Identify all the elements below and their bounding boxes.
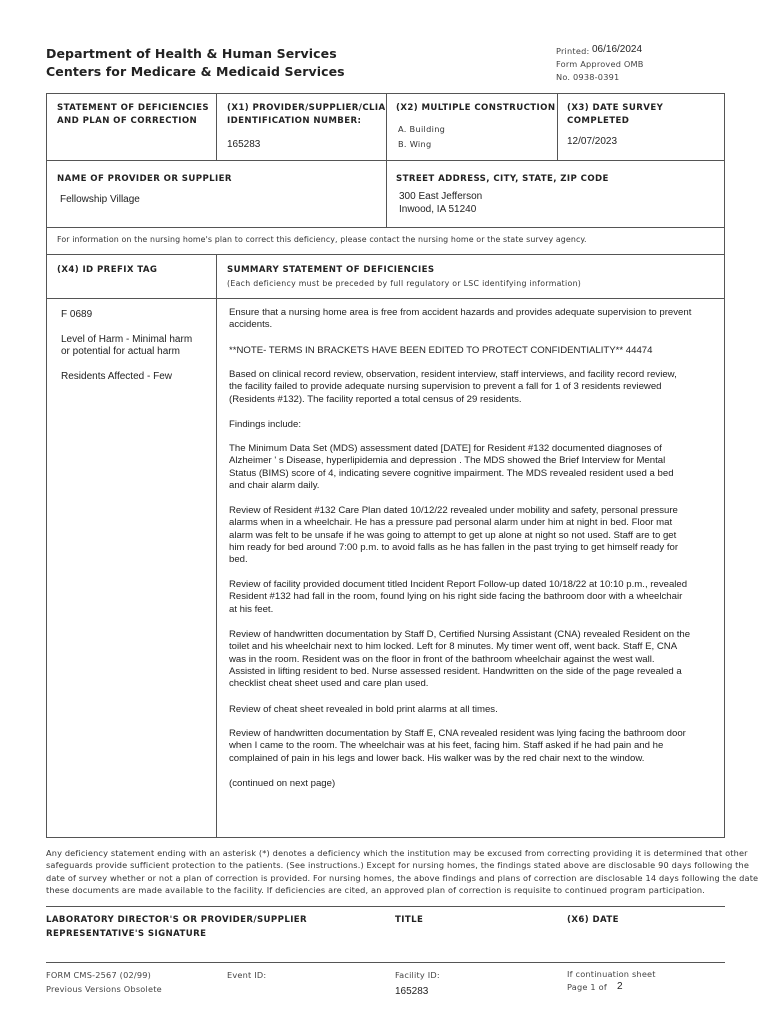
building-label: A. Building	[398, 124, 446, 134]
provider-id-label: (X1) PROVIDER/SUPPLIER/CLIA	[227, 103, 386, 113]
previous-versions: Previous Versions Obsolete	[46, 984, 162, 994]
omb-number: No. 0938-0391	[556, 72, 620, 82]
row1-divider-2	[386, 93, 387, 161]
paragraph-3	[229, 369, 677, 406]
form-approved-label: Form Approved OMB	[556, 59, 644, 69]
level-of-harm-line2: or potential for actual harm	[61, 346, 180, 357]
signature-date-label: (X6) DATE	[567, 915, 619, 925]
date-survey-label-2: COMPLETED	[567, 116, 630, 126]
footer-line: these documents are made available to the facility. If deficiencies are cited, an approved plan of correction is requisite to continued program participation.	[46, 885, 706, 896]
form-left-border	[46, 93, 47, 838]
wing-label: B. Wing	[398, 139, 432, 149]
paragraph-line: Ensure that a nursing home area is free from accident hazards and provides adequate supervision to prevent	[229, 307, 692, 318]
paragraph-10	[229, 728, 686, 765]
tag-value: F 0689	[61, 309, 93, 320]
paragraph-line: checklist cheat sheet used and care plan used.	[229, 678, 429, 690]
street-value: 300 East Jefferson	[399, 191, 483, 202]
info-bottom-border	[46, 254, 725, 255]
footer-line: date of survey whether or not a plan of correction is provided. For nursing homes, the above findings and plans of correction are disclosable 14 days following the date	[46, 872, 759, 883]
row2-bottom-border	[46, 227, 725, 228]
paragraph-line: The Minimum Data Set (MDS) assessment dated [DATE] for Resident #132 documented diagnoses of	[229, 443, 662, 454]
address-label: STREET ADDRESS, CITY, STATE, ZIP CODE	[396, 174, 609, 184]
multiple-construction-label: (X2) MULTIPLE CONSTRUCTION	[396, 103, 556, 113]
facility-id-value: 165283	[395, 986, 429, 997]
director-signature-label: LABORATORY DIRECTOR'S OR PROVIDER/SUPPLIER	[46, 915, 308, 925]
paragraph-line: (Residents #132). The facility reported a total census of 29 residents.	[229, 393, 522, 405]
summary-subheader: (Each deficiency must be preceded by full regulatory or LSC identifying information)	[227, 279, 582, 288]
paragraph-line: at his feet.	[229, 603, 274, 615]
department-title: Department of Health & Human Services	[46, 46, 337, 61]
statement-label-2: AND PLAN OF CORRECTION	[57, 116, 198, 126]
footer-disclaimer	[46, 847, 758, 897]
paragraph-line: Based on clinical record review, observation, resident interview, staff interviews, and facility record review,	[229, 369, 677, 380]
paragraph-line: him ready for bed around 7:00 p.m. to avoid falls as he has fallen in the past trying to get himself ready for	[229, 541, 679, 553]
prefix-tag-header: (X4) ID PREFIX TAG	[57, 265, 158, 275]
paragraph-line: was in the room. Resident was on the floor in front of the bathroom wheelchair against the west wall.	[229, 653, 655, 665]
signature-top-border	[46, 906, 725, 907]
paragraph-2	[229, 345, 652, 357]
paragraph-line: Review of cheat sheet revealed in bold print alarms at all times.	[229, 704, 498, 715]
date-survey-value: 12/07/2023	[567, 136, 618, 147]
paragraph-4	[229, 419, 301, 431]
paragraph-line: Status (BIMS) score of 4, indicating severe cognitive impairment. The MDS revealed resident used a bed	[229, 467, 674, 479]
paragraph-line: **NOTE- TERMS IN BRACKETS HAVE BEEN EDITED TO PROTECT CONFIDENTIALITY** 44474	[229, 345, 653, 356]
paragraph-line: Resident #132 had fall in the room, found lying on his right side facing the bathroom door with a wheelchair	[229, 591, 683, 603]
paragraph-6	[229, 505, 678, 566]
director-signature-label-2: REPRESENTATIVE'S SIGNATURE	[46, 929, 207, 939]
form-number: FORM CMS-2567 (02/99)	[46, 970, 152, 980]
paragraph-1	[229, 307, 691, 332]
date-survey-label: (X3) DATE SURVEY	[567, 103, 664, 113]
paragraph-line: Findings include:	[229, 419, 301, 430]
printed-label: Printed:	[556, 46, 590, 56]
row1-divider-3	[557, 93, 558, 161]
facility-id-label: Facility ID:	[395, 970, 440, 980]
info-note: For information on the nursing home's plan to correct this deficiency, please contact the nursing home or the state survey agency.	[57, 235, 587, 244]
statement-label: STATEMENT OF DEFICIENCIES	[57, 103, 209, 113]
event-id-label: Event ID:	[227, 970, 267, 980]
paragraph-8	[229, 629, 690, 690]
residents-affected: Residents Affected - Few	[61, 371, 172, 382]
paragraph-line: toilet and his wheelchair next to him locked. Left for 8 minutes. My timer went off, went back. Staff E, CNA	[229, 641, 678, 653]
paragraph-line: Review of Resident #132 Care Plan dated 10/12/22 revealed under mobility and safety, personal pressure	[229, 505, 678, 516]
signature-bottom-border	[46, 962, 725, 963]
paragraph-5	[229, 443, 674, 492]
paragraph-line: Review of facility provided document titled Incident Report Follow-up dated 10/18/22 at 10:10 p.m., revealed	[229, 579, 688, 590]
paragraph-line: Review of handwritten documentation by Staff D, Certified Nursing Assistant (CNA) revealed Resident on the	[229, 629, 691, 640]
row2-divider	[386, 160, 387, 228]
row1-divider-1	[216, 93, 217, 161]
footer-line: Any deficiency statement ending with an asterisk (*) denotes a deficiency which the institution may be excused from correcting providing it is determined that other	[46, 848, 748, 858]
paragraph-line: the facility failed to provide adequate nursing supervision to prevent a fall for 1 of 3 residents reviewed	[229, 381, 662, 393]
paragraph-line: complained of pain in his legs and lower back. His walker was by the red chair next to the window.	[229, 752, 645, 764]
provider-name-label: NAME OF PROVIDER OR SUPPLIER	[57, 174, 232, 184]
paragraph-line: Alzheimer ' s Disease, hyperlipidemia and depression . The MDS showed the Brief Interview for Mental	[229, 455, 666, 467]
city-value: Inwood, IA 51240	[399, 204, 477, 215]
paragraph-9	[229, 704, 498, 716]
paragraph-line: when I came to the room. The wheelchair was at his feet, facing him. Staff asked if he had pain and he	[229, 740, 664, 752]
continuation-label: If continuation sheet	[567, 969, 656, 979]
paragraph-line: bed.	[229, 554, 248, 566]
table-header-bottom-border	[46, 298, 725, 299]
footer-line: safeguards provide sufficient protection to the patients. (See instructions.) Except for nursing homes, the findings stated above are disclosable 90 days following the	[46, 860, 750, 871]
printed-date: 06/16/2024	[592, 44, 643, 55]
level-of-harm-line1: Level of Harm - Minimal harm	[61, 334, 193, 345]
paragraph-line: (continued on next page)	[229, 778, 336, 789]
continued-note	[229, 778, 335, 790]
page-total: 2	[617, 981, 623, 992]
summary-header: SUMMARY STATEMENT OF DEFICIENCIES	[227, 265, 435, 275]
table-column-divider	[216, 254, 217, 838]
paragraph-7	[229, 579, 687, 616]
paragraph-line: Review of handwritten documentation by Staff E, CNA revealed resident was lying facing the bathroom door	[229, 728, 686, 739]
centers-title: Centers for Medicare & Medicaid Services	[46, 64, 345, 79]
provider-id-value: 165283	[227, 139, 261, 150]
page-label: Page 1 of	[567, 982, 607, 992]
paragraph-line: alarms when in a wheelchair. He has a pressure pad personal alarm under him at night in bed. Floor mat	[229, 517, 673, 529]
paragraph-line: accidents.	[229, 319, 273, 331]
paragraph-line: alarm was felt to be unsafe if he was going to attempt to get up alone at night so not used. Staff are to get	[229, 529, 677, 541]
provider-name-value: Fellowship Village	[60, 194, 140, 205]
form-right-border	[724, 93, 725, 838]
paragraph-line: and chair alarm daily.	[229, 479, 320, 491]
form-bottom-border	[46, 837, 725, 838]
paragraph-line: Assisted in lifting resident to bed. Nurse assessed resident. Handwritten on the side of the page revealed a	[229, 665, 682, 677]
title-label: TITLE	[395, 915, 424, 925]
provider-id-label-2: IDENTIFICATION NUMBER:	[227, 116, 362, 126]
